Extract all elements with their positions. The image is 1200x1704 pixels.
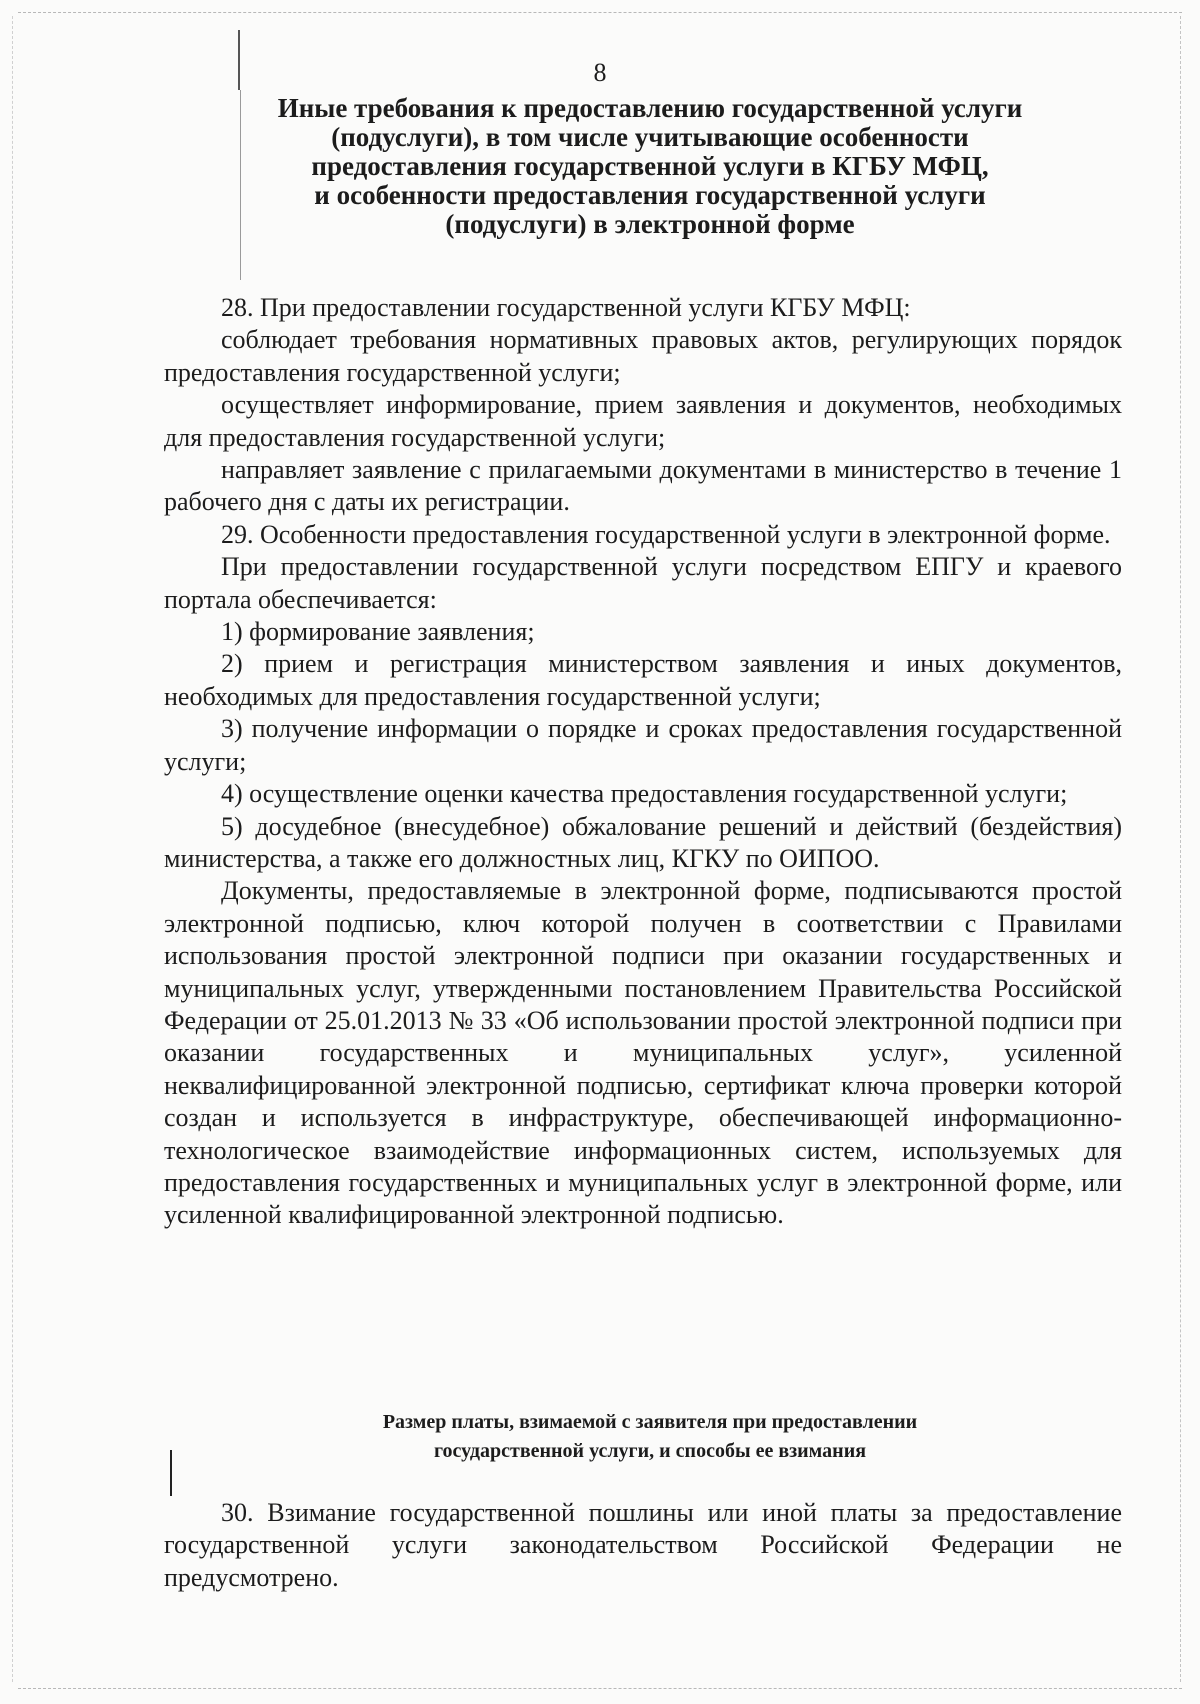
page-number: 8 [593, 58, 607, 87]
document-body [164, 292, 1122, 1232]
heading-line: (подуслуги), в том числе учитывающие особенности [331, 122, 969, 152]
scan-edge-right [1180, 16, 1181, 1682]
list-item: 5) досудебное (внесудебное) обжалование решений и действий (бездействия) министерства, а также его должностных лиц, КГКУ по ОИПОО. [164, 811, 1122, 873]
list-item: 4) осуществление оценки качества предоставления государственной услуги; [221, 779, 1068, 809]
paragraph: При предоставлении государственной услуги посредством ЕПГУ и краевого портала обеспечивается: [164, 552, 1122, 614]
heading-line: и особенности предоставления государственной услуги [314, 180, 986, 210]
list-item: 3) получение информации о порядке и сроках предоставления государственной услуги; [164, 714, 1122, 776]
subheading-line: Размер платы, взимаемой с заявителя при предоставлении [382, 1411, 918, 1433]
paragraph: направляет заявление с прилагаемыми документами в министерство в течение 1 рабочего дня с даты их регистрации. [164, 455, 1122, 517]
scan-edge-top [18, 12, 1182, 13]
paragraph: Документы, предоставляемые в электронной форме, подписываются простой электронной подписью, ключ которой получен в соответствии с Правилами использования простой электронной подписи при оказании государственных и муниципальных услуг, утвержденными постановлением Правительства Российской Федерации от 25.01.2013 № 33 «Об использовании простой электронной подписи при оказании государственных и муниципальных услуг», усиленной неквалифицированной электронной подписью, сертификат ключа проверки которой создан и используется в инфраструктуре, обеспечивающей информационно-технологическое взаимодействие информационных систем, используемых для предоставления государственных и муниципальных услуг в электронной форме, или усиленной квалифицированной электронной подписью. [164, 876, 1122, 1230]
paragraph-29: 29. Особенности предоставления государственной услуги в электронной форме. [221, 519, 1111, 549]
paragraph: осуществляет информирование, прием заявления и документов, необходимых для предоставления государственной услуги; [164, 390, 1122, 452]
heading-line: предоставления государственной услуги в КГБУ МФЦ, [311, 151, 989, 181]
document-body-fee [164, 1497, 1122, 1594]
scan-edge-left [12, 16, 13, 1682]
heading-line: Иные требования к предоставлению государственной услуги [277, 93, 1023, 123]
fee-subheading [200, 1408, 1100, 1466]
paragraph-28: 28. При предоставлении государственной услуги КГБУ МФЦ: [221, 293, 911, 322]
paragraph: соблюдает требования нормативных правовых актов, регулирующих порядок предоставления государственной услуги; [164, 325, 1122, 387]
binding-mark [170, 1450, 172, 1496]
list-item: 2) прием и регистрация министерством заявления и иных документов, необходимых для предоставления государственной услуги; [164, 649, 1122, 711]
scan-edge-bottom [18, 1688, 1182, 1689]
subheading-line: государственной услуги, и способы ее взимания [433, 1440, 867, 1462]
list-item: 1) формирование заявления; [221, 617, 535, 647]
heading-line: (подуслуги) в электронной форме [445, 209, 855, 239]
section-heading [200, 94, 1100, 239]
paragraph-30: 30. Взимание государственной пошлины или иной платы за предоставление государственной услуги законодательством Российской Федерации не предусмотрено. [164, 1498, 1122, 1592]
